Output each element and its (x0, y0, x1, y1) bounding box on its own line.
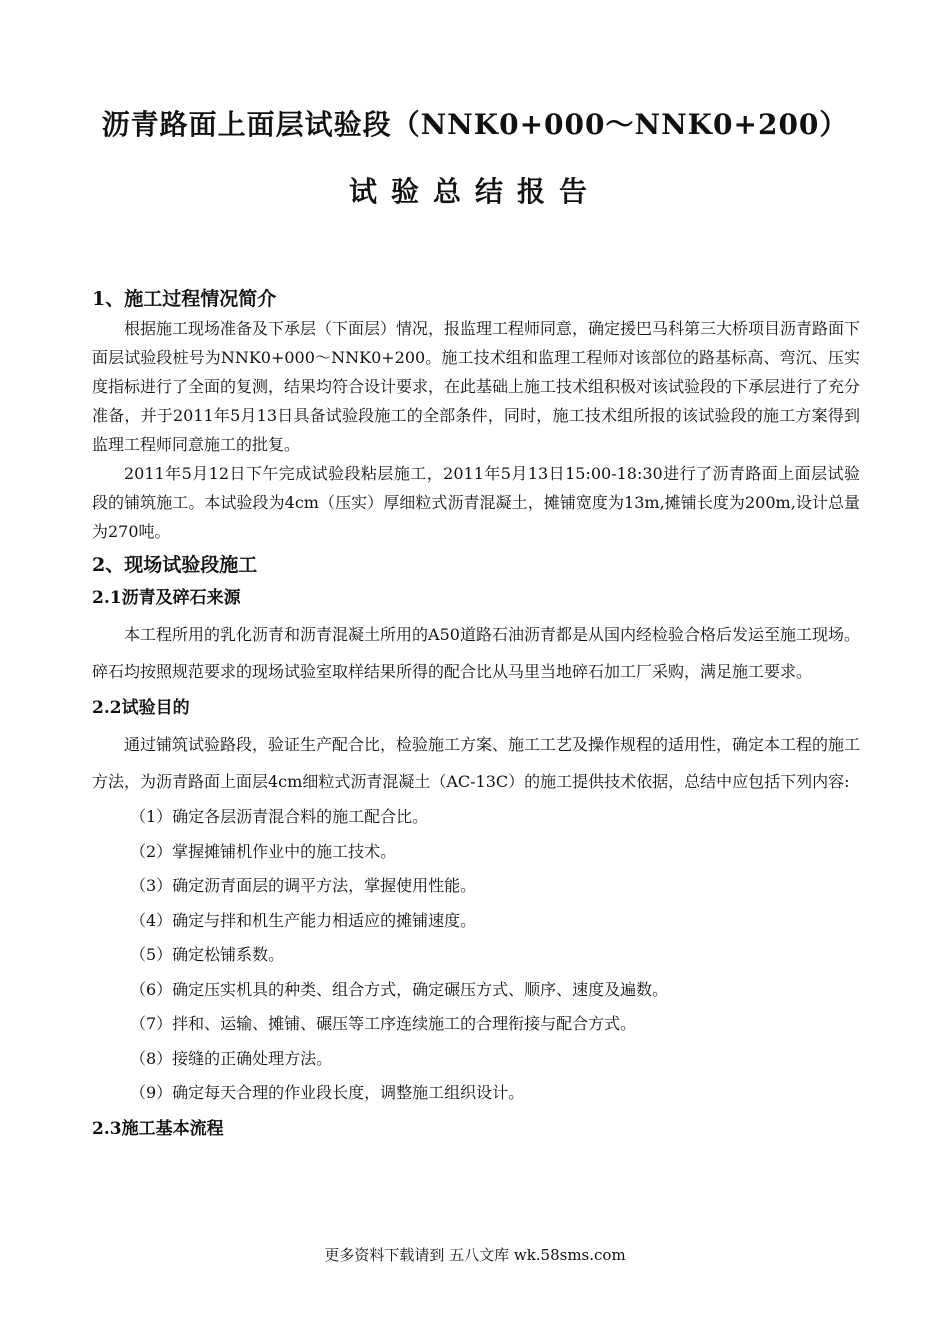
list-item: （5）确定松铺系数。 (130, 945, 285, 964)
list-item: （7）拌和、运输、摊铺、碾压等工序连续施工的合理衔接与配合方式。 (130, 1014, 637, 1033)
section-2-3-heading: 2.3施工基本流程 (92, 1118, 224, 1139)
section-2-1-paragraph: 本工程所用的乳化沥青和沥青混凝土所用的A50道路石油沥青都是从国内经检验合格后发运至施工现场。碎石均按照规范要求的现场试验室取样结果所得的配合比从马里当地碎石加工厂采购，满足施工要求。 (92, 625, 860, 681)
document-subtitle: 试验总结报告 (348, 175, 601, 208)
list-item: （4）确定与拌和机生产能力相适应的摊铺速度。 (130, 910, 477, 930)
list-item: （1）确定各层沥青混合料的施工配合比。 (130, 807, 429, 826)
list-item: （3）确定沥青面层的调平方法，掌握使用性能。 (130, 876, 477, 895)
list-item: （8）接缝的正确处理方法。 (130, 1048, 333, 1068)
section-1-heading: 1、施工过程情况简介 (92, 288, 277, 310)
list-item: （9）确定每天合理的作业段长度，调整施工组织设计。 (130, 1083, 525, 1102)
section-1-paragraph-2: 2011年5月12日下午完成试验段粘层施工，2011年5月13日15:00-18:30进行了沥青路面上面层试验段的铺筑施工。本试验段为4cm（压实）厚细粒式沥青混凝土，摊铺宽度为13m,摊铺长度为200m,设计总量为270吨。 (92, 464, 860, 541)
list-item: （2）掌握摊铺机作业中的施工技术。 (130, 841, 397, 861)
objectives-list (92, 800, 860, 1111)
section-2-heading: 2、现场试验段施工 (92, 554, 258, 576)
footer-note: 更多资料下载请到 五八文库 wk.58sms.com (324, 1246, 626, 1264)
section-2-2-heading: 2.2试验目的 (92, 698, 190, 718)
section-2-1-heading: 2.1沥青及碎石来源 (92, 588, 241, 608)
section-1-paragraph-1: 根据施工现场准备及下承层（下面层）情况，报监理工程师同意，确定援巴马科第三大桥项目沥青路面下面层试验段桩号为NNK0+000～NNK0+200。施工技术组和监理工程师对该部位的路基标高、弯沉、压实度指标进行了全面的复测，结果均符合设计要求，在此基础上施工技术组积极对该试验段的下承层进行了充分准备，并于2011年5月13日具备试验段施工的全部条件，同时，施工技术组所报的该试验段的施工方案得到监理工程师同意施工的批复。 (92, 319, 861, 454)
document-body (92, 284, 860, 1147)
document-title: 沥青路面上面层试验段（NNK0+000～NNK0+200） (101, 108, 849, 141)
section-2-2-paragraph: 通过铺筑试验路段，验证生产配合比，检验施工方案、施工工艺及操作规程的适用性，确定本工程的施工方法，为沥青路面上面层4cm细粒式沥青混凝土（AC-13C）的施工提供技术依据，总结中应包括下列内容: (92, 735, 861, 791)
list-item: （6）确定压实机具的种类、组合方式，确定碾压方式、顺序、速度及遍数。 (130, 979, 669, 999)
